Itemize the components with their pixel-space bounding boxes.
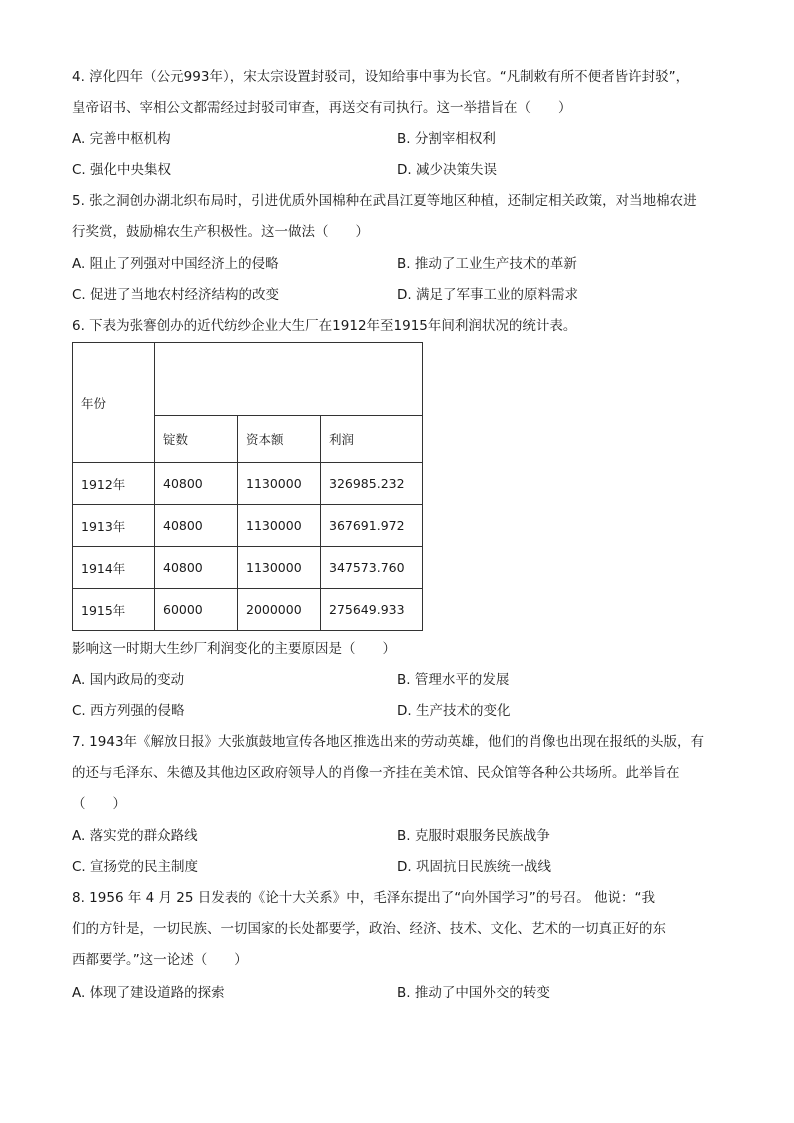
q4-option-c[interactable]: C. 强化中央集权 (72, 162, 172, 178)
q5-option-b[interactable]: B. 推动了工业生产技术的革新 (397, 256, 577, 272)
q5-option-a[interactable]: A. 阻止了列强对中国经济上的侵略 (72, 256, 279, 272)
q6-option-d[interactable]: D. 生产技术的变化 (397, 703, 511, 719)
q7-stem-line2: 的还与毛泽东、朱德及其他边区政府领导人的肖像一齐挂在美术馆、民众馆等各种公共场所。此举旨在 (72, 765, 680, 781)
q4-stem-line2: 皇帝诏书、宰相公文都需经过封驳司审查，再送交有司执行。这一举措旨在（ ） (72, 100, 572, 116)
q8-option-b[interactable]: B. 推动了中国外交的转变 (397, 985, 550, 1001)
year-header-cell: 年份 (73, 343, 155, 463)
q6-stem-line2: 影响这一时期大生纱厂利润变化的主要原因是（ ） (72, 641, 396, 657)
q7-stem-line3: （ ） (72, 796, 126, 812)
spindles-cell: 60000 (155, 589, 238, 631)
profit-header: 利润 (321, 416, 423, 463)
profit-cell: 367691.972 (321, 505, 423, 547)
q7-stem-line1: 7. 1943年《解放日报》大张旗鼓地宣传各地区推选出来的劳动英雄，他们的肖像也出现在报纸的头版，有 (72, 734, 705, 750)
blank-header-cell (155, 343, 423, 416)
q5-stem-line2: 行奖赏，鼓励棉农生产积极性。这一做法（ ） (72, 224, 369, 240)
profit-table (72, 342, 423, 631)
q6-option-c[interactable]: C. 西方列强的侵略 (72, 703, 185, 719)
q7-option-b[interactable]: B. 克服时艰服务民族战争 (397, 828, 550, 844)
spindles-cell: 40800 (155, 463, 238, 505)
spindles-cell: 40800 (155, 505, 238, 547)
q4-option-b[interactable]: B. 分割宰相权利 (397, 131, 496, 147)
profit-cell: 347573.760 (321, 547, 423, 589)
q4-stem-line1: 4. 淳化四年（公元993年），宋太宗设置封驳司，设知给事中事为长官。“凡制敕有所不便者皆许封驳”， (72, 69, 690, 85)
capital-cell: 2000000 (238, 589, 321, 631)
spindles-cell: 40800 (155, 547, 238, 589)
table-header-row (73, 343, 423, 416)
q4-option-d[interactable]: D. 减少决策失误 (397, 162, 497, 178)
q5-option-d[interactable]: D. 满足了军事工业的原料需求 (397, 287, 578, 303)
q6-stem-line1: 6. 下表为张謇创办的近代纺纱企业大生厂在1912年至1915年间利润状况的统计表。 (72, 318, 577, 334)
year-cell: 1912年 (73, 463, 155, 505)
table-row (73, 505, 423, 547)
year-cell: 1913年 (73, 505, 155, 547)
q5-stem-line1: 5. 张之洞创办湖北织布局时，引进优质外国棉种在武昌江夏等地区种植，还制定相关政策，对当地棉农进 (72, 193, 697, 209)
q7-option-d[interactable]: D. 巩固抗日民族统一战线 (397, 859, 551, 875)
q4-option-a[interactable]: A. 完善中枢机构 (72, 131, 171, 147)
capital-cell: 1130000 (238, 463, 321, 505)
q6-option-b[interactable]: B. 管理水平的发展 (397, 672, 510, 688)
profit-cell: 275649.933 (321, 589, 423, 631)
q6-option-a[interactable]: A. 国内政局的变动 (72, 672, 185, 688)
table-row (73, 547, 423, 589)
profit-cell: 326985.232 (321, 463, 423, 505)
q8-option-a[interactable]: A. 体现了建设道路的探索 (72, 985, 225, 1001)
capital-cell: 1130000 (238, 505, 321, 547)
q8-stem-line2: 们的方针是，一切民族、一切国家的长处都要学，政治、经济、技术、文化、艺术的一切真正好的东 (72, 921, 666, 937)
q7-option-a[interactable]: A. 落实党的群众路线 (72, 828, 198, 844)
q8-stem-line3: 西都要学。”这一论述（ ） (72, 952, 248, 968)
q8-stem-line1: 8. 1956 年 4 月 25 日发表的《论十大关系》中，毛泽东提出了“向外国学习”的号召。 他说：“我 (72, 890, 656, 906)
q7-option-c[interactable]: C. 宣扬党的民主制度 (72, 859, 199, 875)
year-cell: 1915年 (73, 589, 155, 631)
table-row (73, 589, 423, 631)
capital-header: 资本额 (238, 416, 321, 463)
spindles-header: 锭数 (155, 416, 238, 463)
capital-cell: 1130000 (238, 547, 321, 589)
q5-option-c[interactable]: C. 促进了当地农村经济结构的改变 (72, 287, 280, 303)
table-row (73, 463, 423, 505)
year-cell: 1914年 (73, 547, 155, 589)
